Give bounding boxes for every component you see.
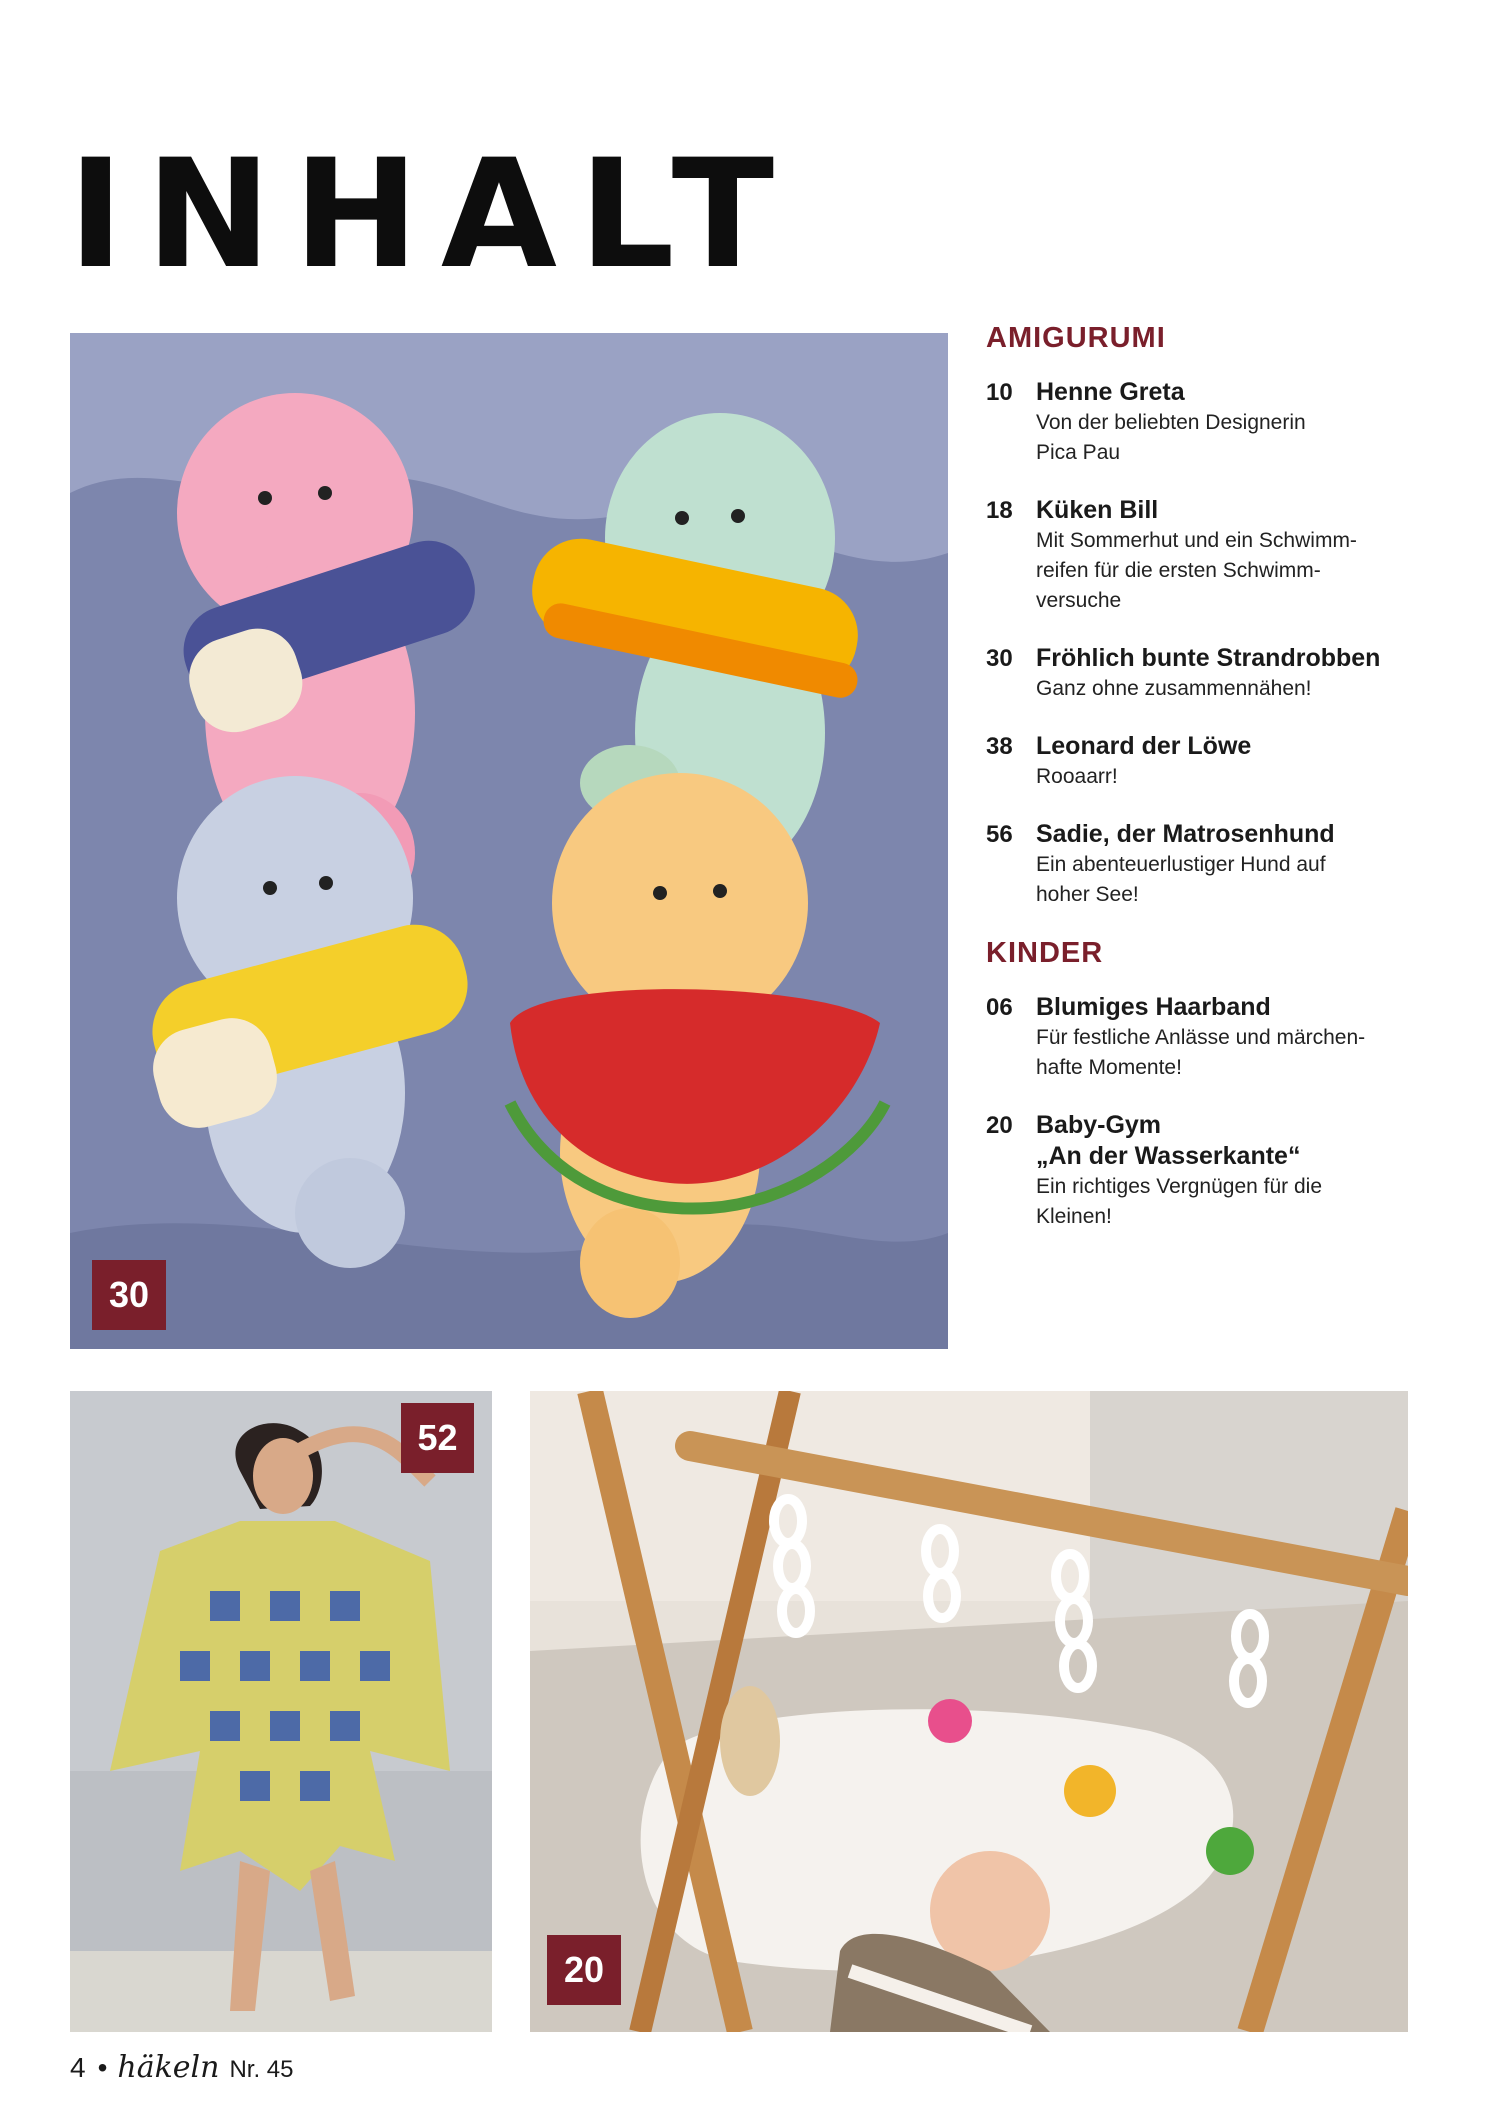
baby-gym-photo — [530, 1391, 1408, 2032]
table-of-contents — [986, 322, 1426, 1259]
entry-page-number: 30 — [986, 645, 1013, 672]
entry-page-number: 20 — [986, 1112, 1013, 1139]
model-photo — [70, 1391, 492, 2032]
issue-number: Nr. 45 — [229, 2056, 294, 2083]
page-badge: 30 — [92, 1260, 166, 1330]
entry-description: Ein abenteuerlustiger Hund auf hoher See! — [1036, 853, 1326, 906]
entry-page-number: 38 — [986, 733, 1013, 760]
seals-photo — [70, 333, 948, 1349]
entry-description: Von der beliebten Designerin Pica Pau — [1036, 411, 1306, 464]
footer-bullet: • — [97, 2052, 108, 2083]
toc-entry[interactable] — [986, 819, 1426, 910]
entry-description: Für festliche Anlässe und märchen- hafte Momente! — [1036, 1026, 1366, 1079]
page-number: 4 — [70, 2052, 86, 2083]
entry-description: Ganz ohne zusammennähen! — [1036, 677, 1312, 700]
page-badge: 52 — [401, 1403, 474, 1473]
page-footer — [70, 2050, 293, 2085]
entry-title: Blumiges Haarband — [1036, 993, 1271, 1021]
entry-title: Baby-Gym „An der Wasserkante“ — [1036, 1111, 1301, 1170]
entry-title: Sadie, der Matrosenhund — [1036, 820, 1335, 848]
toc-entry[interactable] — [986, 731, 1426, 792]
entry-title: Henne Greta — [1036, 378, 1185, 406]
entry-page-number: 56 — [986, 821, 1013, 848]
entry-page-number: 18 — [986, 497, 1013, 524]
entry-title: Küken Bill — [1036, 496, 1159, 524]
toc-entry[interactable] — [986, 643, 1426, 704]
entry-page-number: 06 — [986, 994, 1013, 1021]
entry-title: Leonard der Löwe — [1036, 732, 1252, 760]
toc-entry[interactable] — [986, 377, 1426, 468]
section-heading: KINDER — [986, 937, 1104, 969]
page-badge: 20 — [547, 1935, 621, 2005]
entry-title: Fröhlich bunte Strandrobben — [1036, 644, 1381, 672]
entry-description: Mit Sommerhut und ein Schwimm- reifen für die ersten Schwimm- versuche — [1036, 529, 1357, 612]
toc-entry[interactable] — [986, 495, 1426, 616]
page-title: INHALT — [68, 128, 797, 302]
section-kinder — [986, 937, 1426, 1232]
toc-entry[interactable] — [986, 992, 1426, 1083]
toc-entry[interactable] — [986, 1110, 1426, 1232]
entry-description: Ein richtiges Vergnügen für die Kleinen! — [1036, 1175, 1323, 1228]
section-heading: AMIGURUMI — [986, 322, 1166, 354]
entry-description: Rooaarr! — [1036, 765, 1118, 788]
magazine-brand: häkeln — [117, 2050, 220, 2085]
entry-page-number: 10 — [986, 379, 1013, 406]
section-amigurumi — [986, 322, 1426, 910]
